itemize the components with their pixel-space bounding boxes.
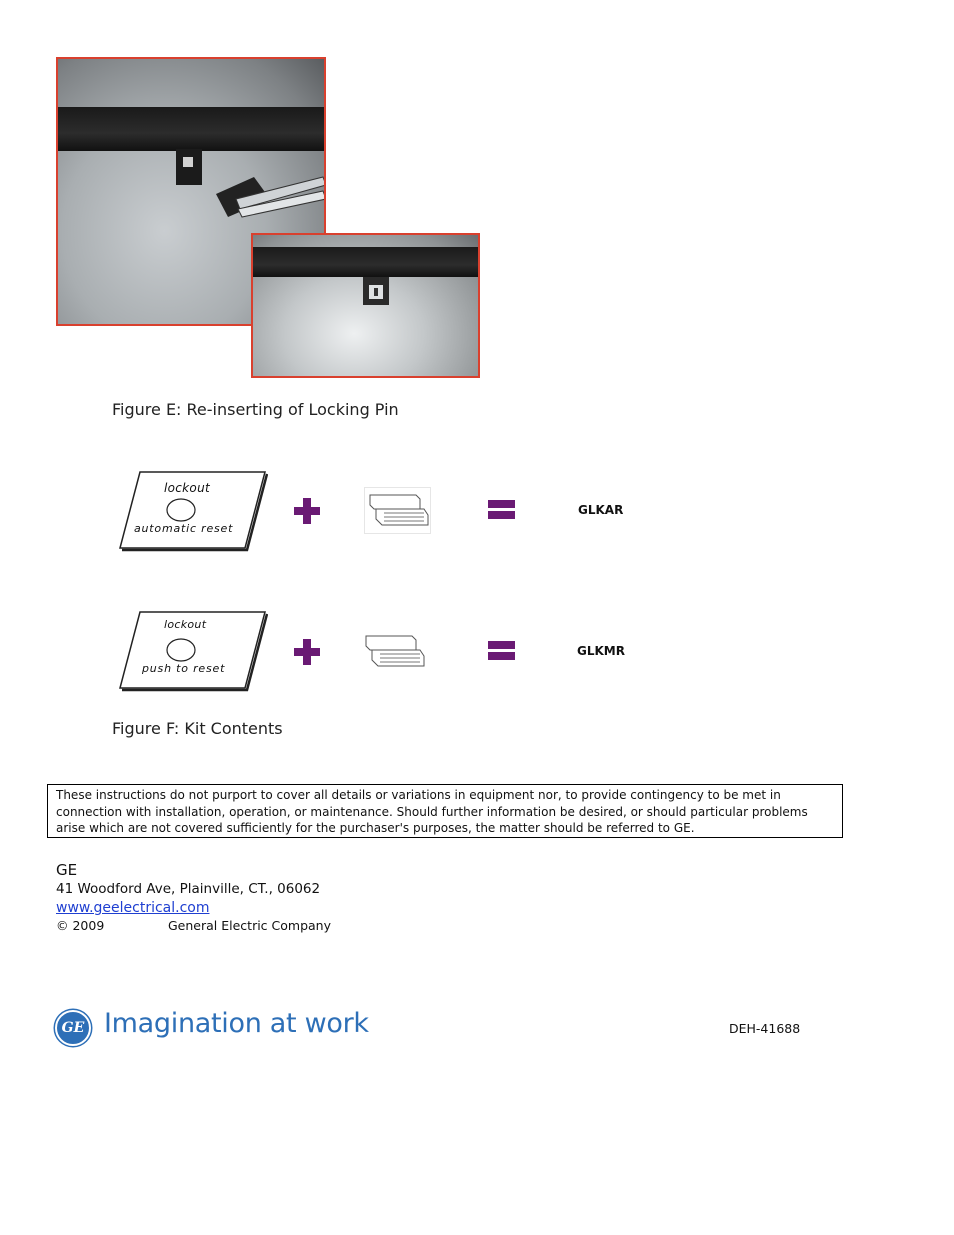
lockout-label-push-to-reset	[118, 608, 268, 696]
lockout-label-automatic-reset	[118, 468, 268, 556]
company-website-link[interactable]: www.geelectrical.com	[56, 900, 210, 916]
disclaimer-box: These instructions do not purport to cover all details or variations in equipment nor, to provide contingency to be met in connection with installation, operation, or maintenance. Should further information be desired, or should particular problems arise which are not covered sufficiently for the purchaser's purposes, the matter should be referred to GE.	[47, 784, 843, 838]
kit-code-glkar: GLKAR	[578, 503, 624, 517]
equals-icon	[488, 500, 515, 520]
label-top-text: lockout	[164, 618, 207, 631]
label-bottom-text: automatic reset	[134, 522, 234, 535]
label-bottom-text: push to reset	[142, 662, 226, 675]
company-name: GE	[56, 861, 78, 879]
equals-icon	[488, 641, 515, 661]
plus-icon	[294, 639, 320, 665]
ge-logo-text: GE	[61, 1020, 85, 1036]
label-top-text: lockout	[164, 481, 210, 495]
locking-pin-part-icon	[364, 487, 432, 535]
kit-code-glkmr: GLKMR	[577, 644, 625, 658]
locking-pin-part-icon	[362, 628, 430, 676]
figure-f-caption: Figure F: Kit Contents	[112, 719, 283, 738]
legal-company-name: General Electric Company	[168, 918, 331, 933]
document-number: DEH-41688	[729, 1021, 801, 1036]
figure-e-caption: Figure E: Re-inserting of Locking Pin	[112, 400, 399, 419]
locking-pin-graphic	[253, 235, 480, 378]
tagline: Imagination at work	[104, 1008, 369, 1039]
company-address: 41 Woodford Ave, Plainville, CT., 06062	[56, 881, 321, 897]
plus-icon	[294, 498, 320, 524]
photo-locking-pin-inserted	[251, 233, 480, 378]
copyright: © 2009	[56, 918, 105, 933]
ge-logo	[55, 1010, 91, 1046]
